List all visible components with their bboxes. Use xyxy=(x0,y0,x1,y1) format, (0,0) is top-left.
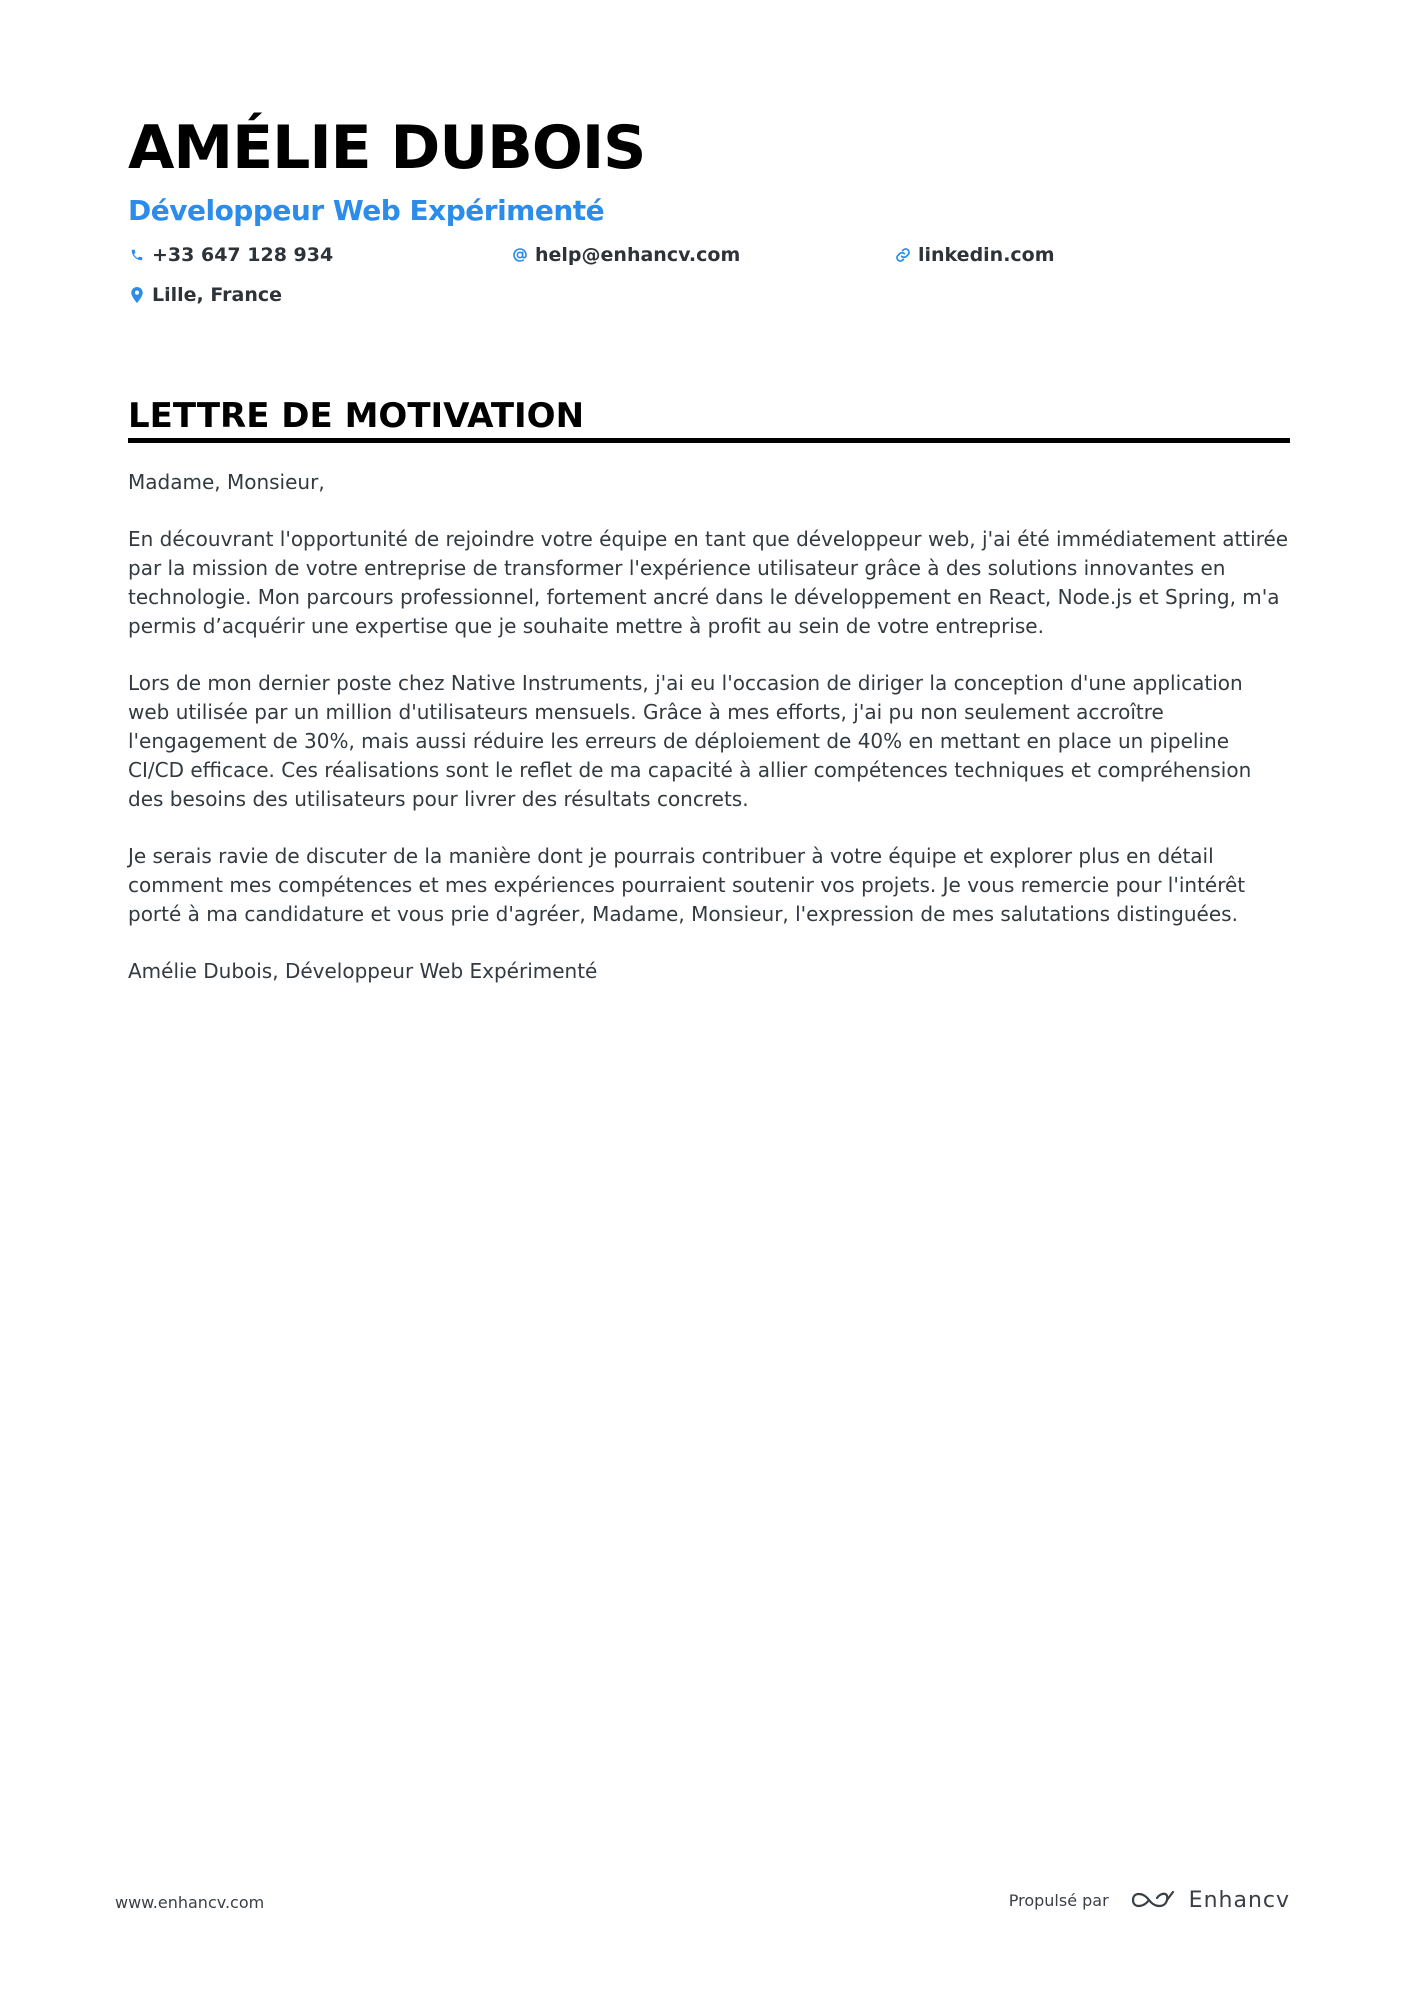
phone-icon xyxy=(128,246,146,264)
section-title: LETTRE DE MOTIVATION xyxy=(128,396,585,436)
contact-linkedin[interactable] xyxy=(894,240,1055,270)
candidate-name: AMÉLIE DUBOIS xyxy=(128,113,646,183)
enhancv-logo-icon xyxy=(1131,1889,1175,1911)
letter-paragraph: Je serais ravie de discuter de la manière dont je pourrais contribuer à votre équipe et explorer plus en détail comment mes compétences et mes expériences pourraient soutenir vos projets. Je vous remercie pour l'intérêt porté à ma candidature et vous prie d'agréer, Madame, Monsieur, l'expression de mes salutations distinguées. xyxy=(128,844,1246,926)
letter-greeting: Madame, Monsieur, xyxy=(128,470,325,494)
footer-website-link[interactable]: www.enhancv.com xyxy=(115,1893,265,1912)
letter-paragraph: Lors de mon dernier poste chez Native Instruments, j'ai eu l'occasion de diriger la conception d'une application web utilisée par un million d'utilisateurs mensuels. Grâce à mes efforts, j'ai pu non seulement accroître l'engagement de 30%, mais aussi réduire les erreurs de déploiement de 40% en mettant en place un pipeline CI/CD efficace. Ces réalisations sont le reflet de ma capacité à allier compétences techniques et compréhension des besoins des utilisateurs pour livrer des résultats concrets. xyxy=(128,671,1252,811)
link-icon xyxy=(894,246,912,264)
email-text[interactable]: help@enhancv.com xyxy=(535,244,741,266)
at-icon xyxy=(511,246,529,264)
contact-email[interactable] xyxy=(511,240,740,270)
contact-location xyxy=(128,280,282,310)
brand-name: Enhancv xyxy=(1188,1887,1290,1913)
candidate-role: Développeur Web Expérimenté xyxy=(128,194,605,227)
location-text: Lille, France xyxy=(152,284,282,306)
letter-signature: Amélie Dubois, Développeur Web Expérimenté xyxy=(128,959,598,983)
powered-by-label: Propulsé par xyxy=(1008,1890,1109,1910)
phone-text: +33 647 128 934 xyxy=(152,244,334,266)
linkedin-text[interactable]: linkedin.com xyxy=(918,244,1055,266)
section-divider xyxy=(128,438,1290,443)
map-pin-icon xyxy=(128,286,146,304)
letter-body xyxy=(128,468,1290,1014)
letter-paragraph: En découvrant l'opportunité de rejoindre votre équipe en tant que développeur web, j'ai été immédiatement attirée par la mission de votre entreprise de transformer l'expérience utilisateur grâce à des solutions innovantes en technologie. Mon parcours professionnel, fortement ancré dans le développement en React, Node.js et Spring, m'a permis d’acquérir une expertise que je souhaite mettre à profit au sein de votre entreprise. xyxy=(128,527,1289,638)
contact-phone xyxy=(128,240,333,270)
footer-branding[interactable] xyxy=(1009,1880,1290,1920)
